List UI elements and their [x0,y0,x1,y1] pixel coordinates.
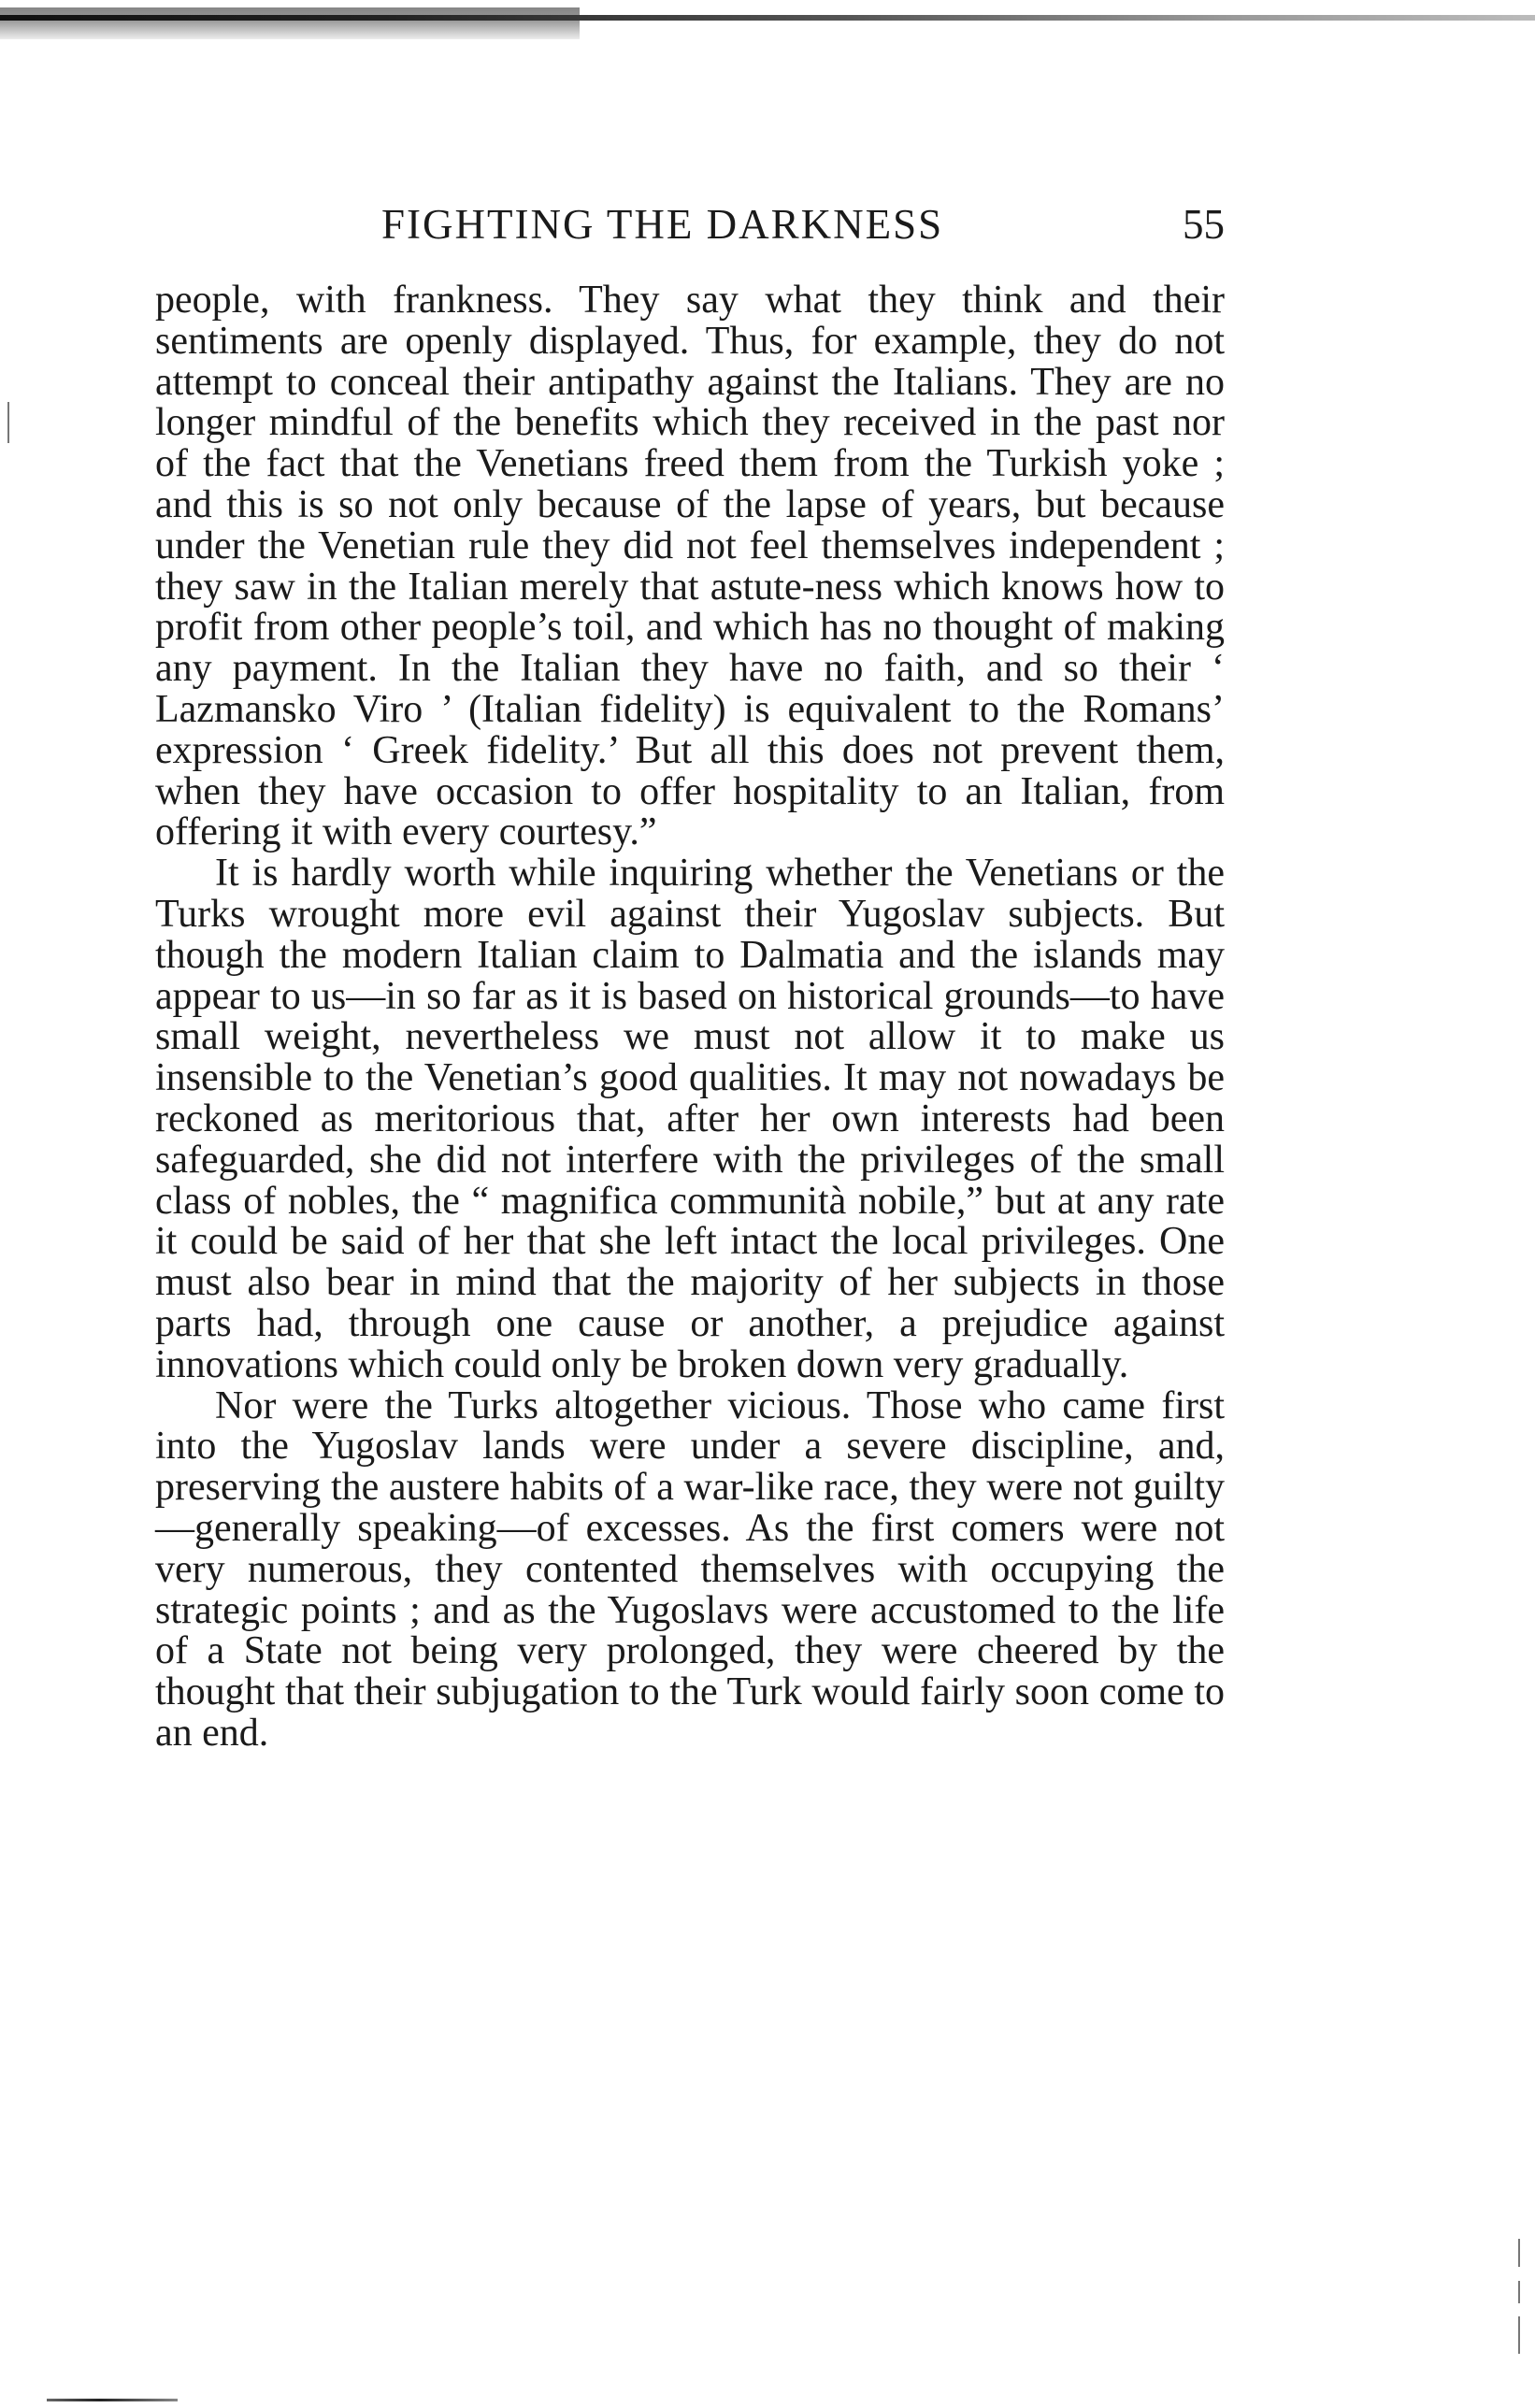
running-title: FIGHTING THE DARKNESS [381,201,944,248]
right-margin-mark-3 [1518,2316,1520,2354]
page-number: 55 [1183,201,1225,248]
scan-edge-shadow [0,7,580,39]
right-margin-mark-1 [1518,2239,1520,2267]
left-margin-mark [7,402,9,443]
paragraph-2: It is hardly worth while inquiring whether the Venetians or the Turks wrought more evil against their Yugoslav subjects. But though the modern Italian claim to Dalmatia and the islands may appear to us—in so far as it is based on historical grounds—to have small weight, nevertheless we must not allow it to make us insensible to the Venetian’s good qualities. It may not nowadays be reckoned as meritorious that, after her own interests had been safeguarded, she did not interfere with the privileges of the small class of nobles, the “ magnifica communità nobile,” but at any rate it could be said of her that she left intact the local privileges. One must also bear in mind that the majority of her subjects in those parts had, through one cause or another, a prejudice against innovations which could only be broken down very gradually. [155,852,1225,1386]
body-text [155,280,1225,1755]
right-margin-mark-2 [1518,2281,1520,2303]
bottom-scan-mark [47,2399,178,2401]
paragraph-1: people, with frankness. They say what they think and their sentiments are openly displayed. Thus, for example, they do not attempt to conceal their antipathy against the Italians. They are no longer mindful of the benefits which they received in the past nor of the fact that the Venetians freed them from the Turkish yoke ; and this is so not only because of the lapse of years, but because under the Venetian rule they did not feel themselves independent ; they saw in the Italian merely that astute-ness which knows how to profit from other people’s toil, and which has no thought of making any payment. In the Italian they have no faith, and so their ‘ Lazmansko Viro ’ (Italian fidelity) is equivalent to the Romans’ expression ‘ Greek fidelity.’ But all this does not prevent them, when they have occasion to offer hospitality to an Italian, from offering it with every courtesy.” [155,279,1225,854]
running-head [155,200,1225,256]
paragraph-3: Nor were the Turks altogether vicious. Those who came first into the Yugoslav lands were under a severe discipline, and, preserving the austere habits of a war-like race, they were not guilty—generally speaking—of excesses. As the first comers were not very numerous, they contented themselves with occupying the strategic points ; and as the Yugoslavs were accustomed to the life of a State not being very prolonged, they were cheered by the thought that their subjugation to the Turk would fairly soon come to an end. [155,1383,1225,1755]
scan-top-edge [0,15,1535,21]
